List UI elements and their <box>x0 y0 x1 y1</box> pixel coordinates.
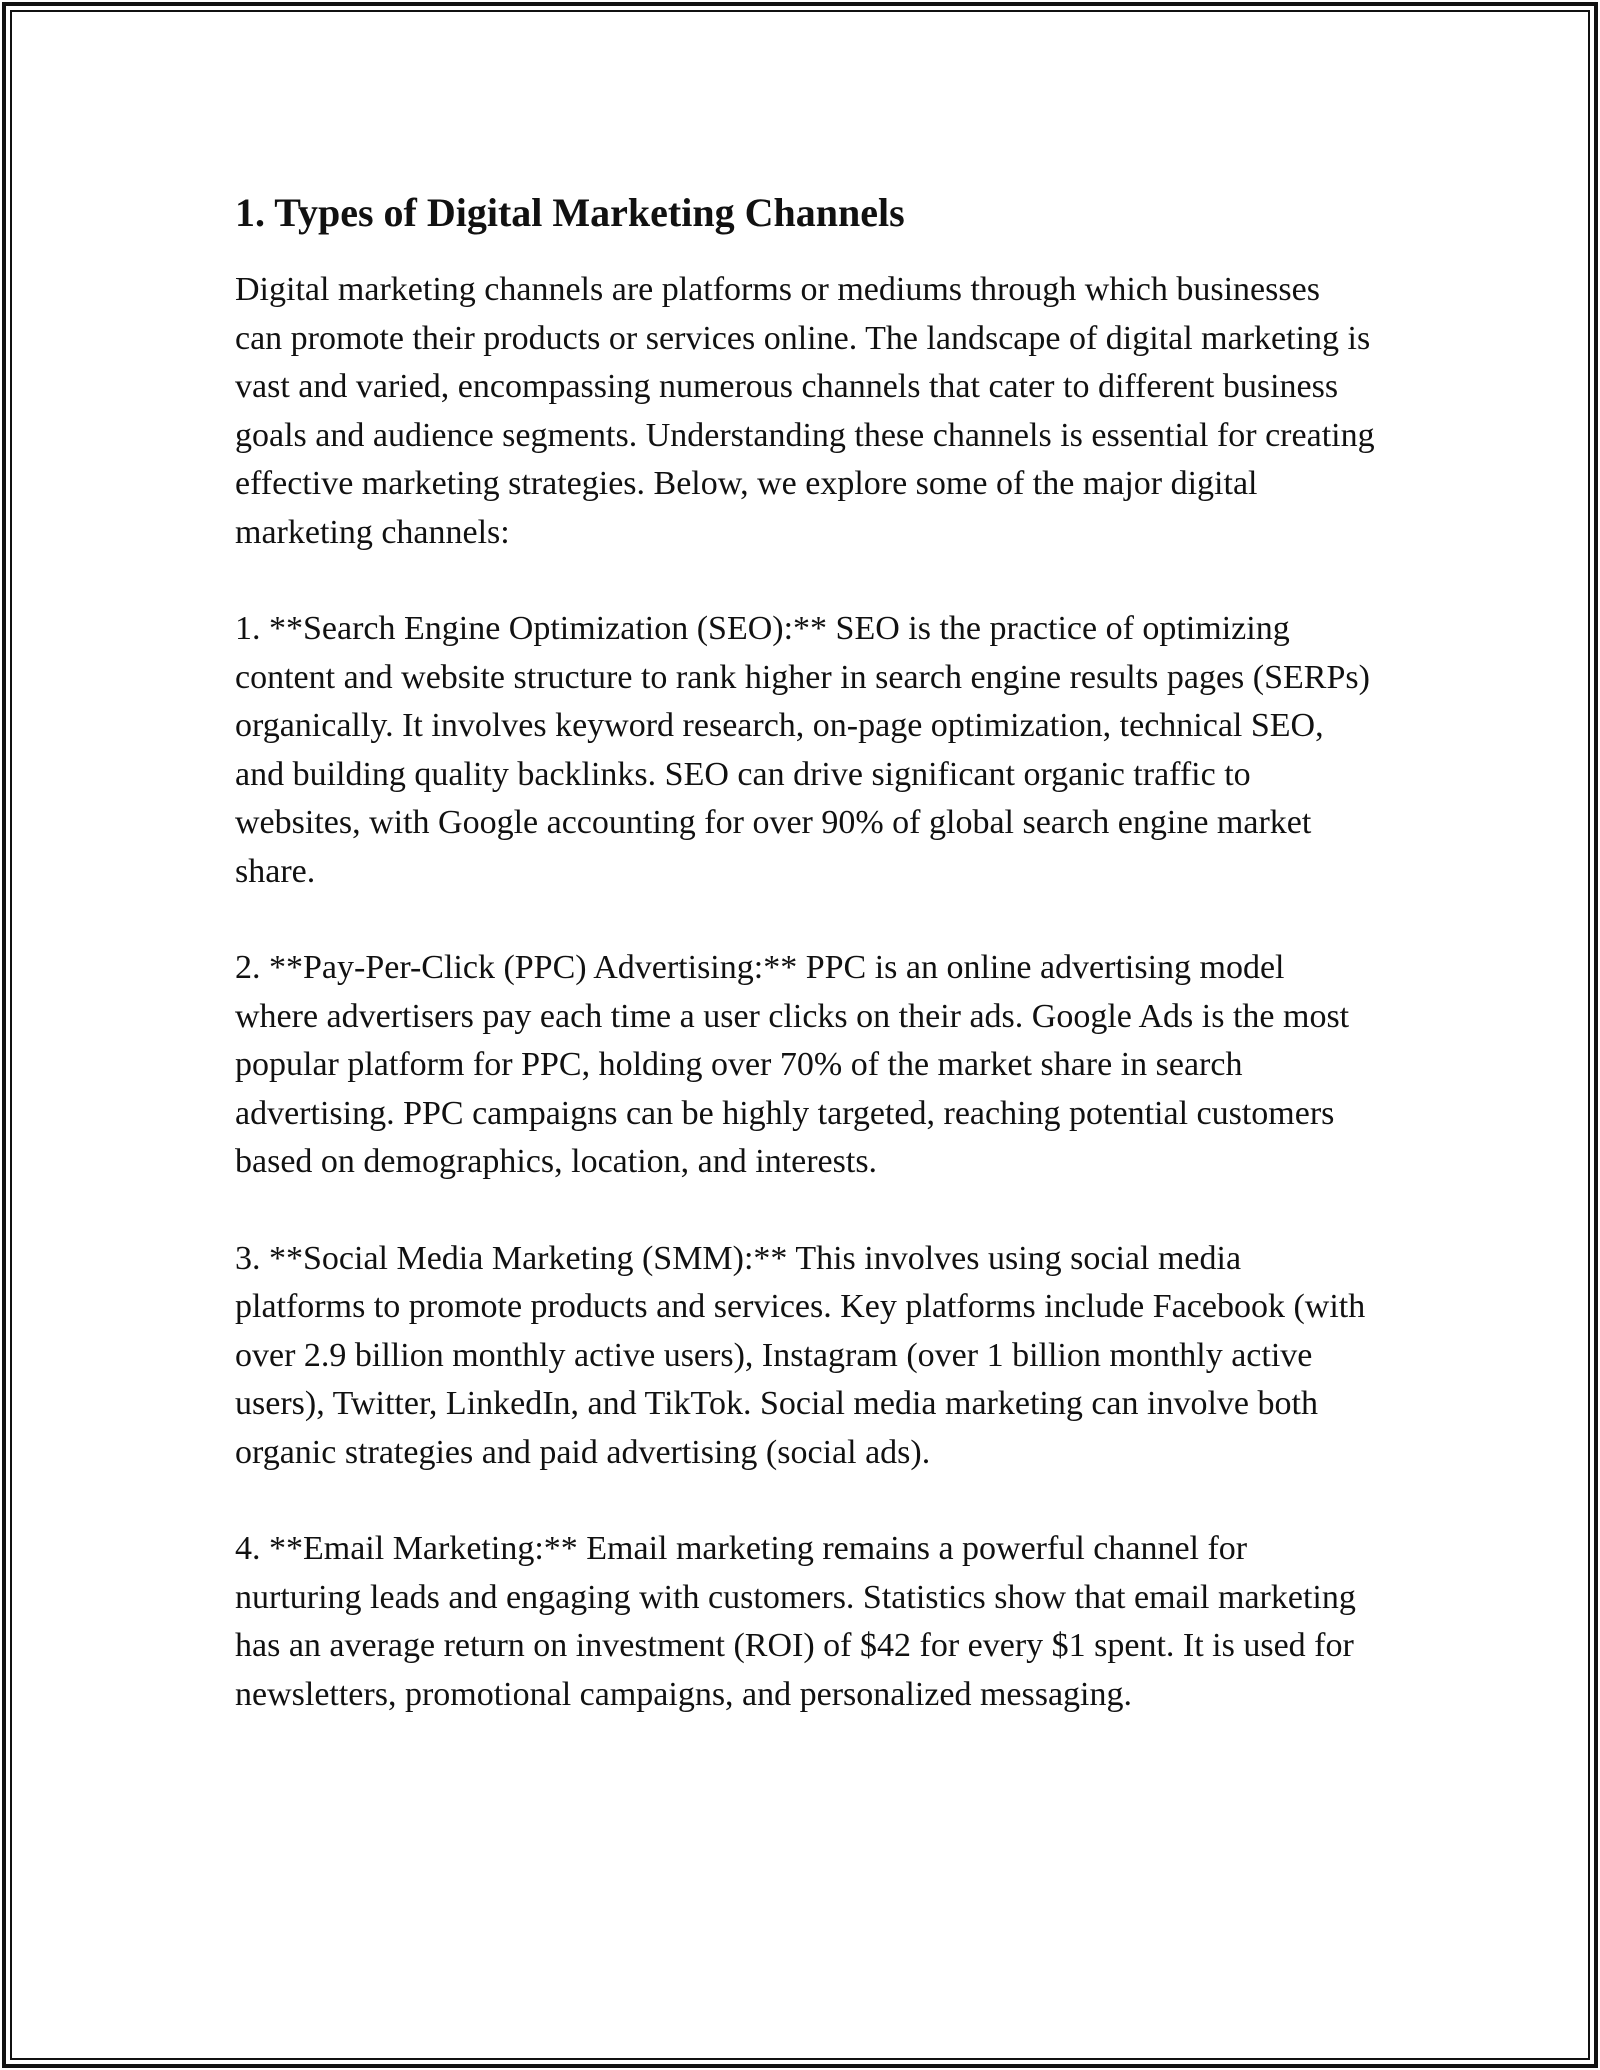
section-heading: 1. Types of Digital Marketing Channels <box>235 190 905 235</box>
intro-paragraph: Digital marketing channels are platforms or mediums through which businesses can promote their products or services online. The landscape of digital marketing is vast and varied, encompassing numerous channels that cater to different business goals and audience segments. Understanding these channels is essential for creating effective marketing strategies. Below, we explore some of the major digital marketing channels: <box>235 271 1375 551</box>
list-item-smm: 3. **Social Media Marketing (SMM):** This involves using social media platforms to promote products and services. Key platforms include Facebook (with over 2.9 billion monthly active users), Instagram (over 1 billion monthly active users), Twitter, LinkedIn, and TikTok. Social media marketing can involve both organic strategies and paid advertising (social ads). <box>235 1239 1366 1471</box>
list-item-ppc: 2. **Pay-Per-Click (PPC) Advertising:** PPC is an online advertising model where advertisers pay each time a user clicks on their ads. Google Ads is the most popular platform for PPC, holding over 70% of the market share in search advertising. PPC campaigns can be highly targeted, reaching potential customers based on demographics, location, and interests. <box>235 949 1350 1180</box>
document-body <box>235 180 1375 1767</box>
list-item-seo: 1. **Search Engine Optimization (SEO):** SEO is the practice of optimizing content and website structure to rank higher in search engine results pages (SERPs) organically. It involves keyword research, on-page optimization, technical SEO, and building quality backlinks. SEO can drive significant organic traffic to websites, with Google accounting for over 90% of global search engine market share. <box>235 610 1370 890</box>
list-item-email: 4. **Email Marketing:** Email marketing remains a powerful channel for nurturing leads and engaging with customers. Statistics show that email marketing has an average return on investment (ROI) of $42 for every $1 spent. It is used for newsletters, promotional campaigns, and personalized messaging. <box>235 1530 1356 1713</box>
